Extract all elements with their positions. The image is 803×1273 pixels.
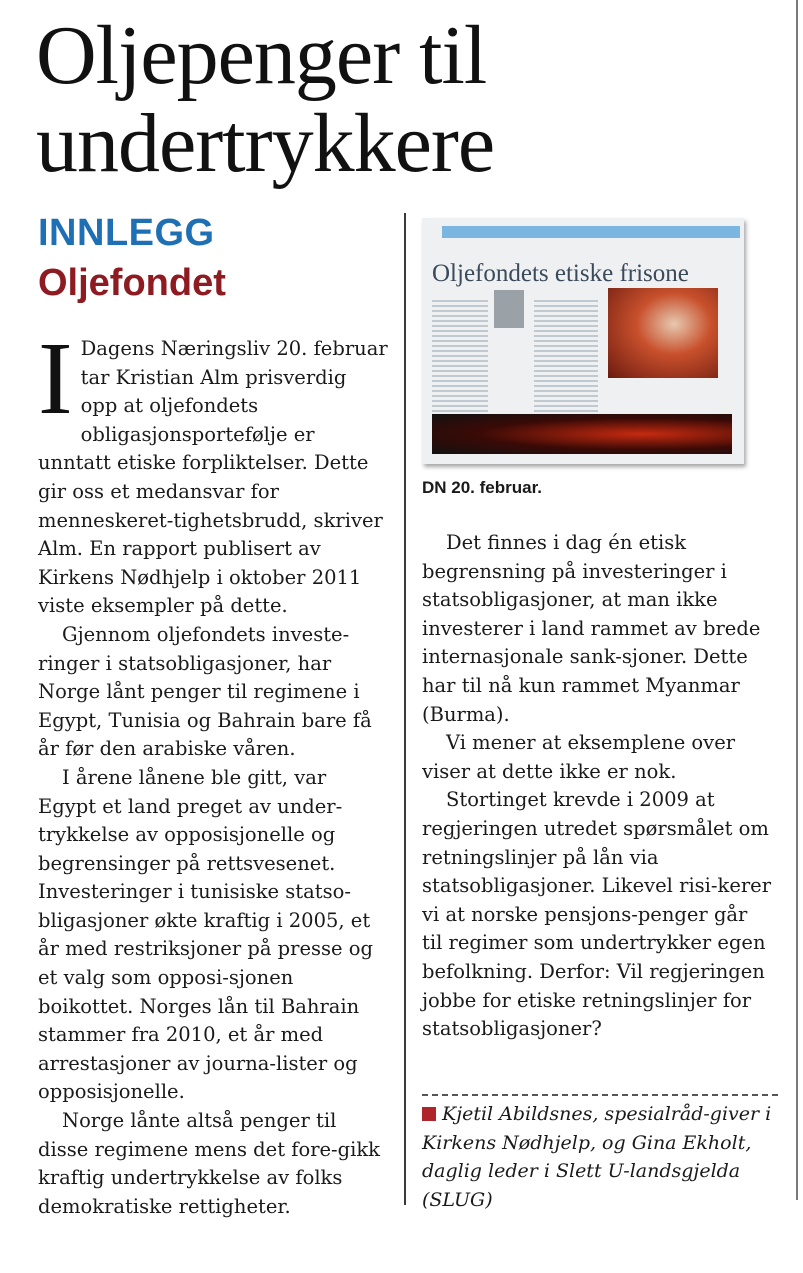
signature-square-icon: [422, 1107, 436, 1121]
page-edge-rule: [796, 0, 798, 1200]
body-paragraph: I Dagens Næringsliv 20. februar tar Kristian Alm prisverdig opp at oljefondets obligasjonsportefølje er unntatt etiske forpliktelser. Dette gir oss et medansvar for menneskeret-tighetsbrudd, skriver Alm. En rapport publisert av Kirkens Nødhjelp i oktober 2011 viste eksempler på dette.: [38, 321, 388, 618]
section-kicker: INNLEGG: [38, 212, 215, 254]
column-divider: [404, 213, 406, 1205]
signature-rule: [422, 1094, 778, 1096]
newspaper-clipping-image: [422, 218, 744, 464]
body-column-right: [422, 529, 772, 1044]
clipping-text-block: [534, 300, 598, 420]
clipping-title: Oljefondets etiske frisone: [432, 260, 689, 287]
clipping-text-block: [432, 300, 488, 420]
body-column-left: [38, 321, 388, 1221]
body-paragraph: Norge lånte altså penger til disse regimene mens det fore-gikk kraftig undertrykkelse av folks demokratiske rettigheter.: [38, 1109, 380, 1218]
clipping-portrait: [494, 290, 524, 328]
author-signature: Kjetil Abildsnes, spesialråd-giver i Kirkens Nødhjelp, og Gina Ekholt, daglig leder i Slett U-landsgjelda (SLUG): [422, 1103, 772, 1211]
body-paragraph: Det finnes i dag én etisk begrensning på investeringer i statsobligasjoner, at man ikke investerer i land rammet av brede internasjonale sank-sjoner. Dette har til nå kun rammet Myanmar (Burma).: [422, 531, 761, 726]
clipping-dark-photo: [432, 414, 732, 454]
body-paragraph: I årene lånene ble gitt, var Egypt et land preget av under-trykkelse av opposisjonelle og begrensinger på rettsvesenet. Investeringer i tunisiske statso-bligasjoner økte kraftig i 2005, et år med restriksjoner på presse og et valg som opposi-sjonen boikottet. Norges lån til Bahrain stammer fra 2010, et år med arrestasjoner av journa-lister og opposisjonelle.: [38, 765, 373, 1104]
topic-label: Oljefondet: [38, 262, 226, 304]
dropcap: I: [38, 321, 73, 436]
body-paragraph: Stortinget krevde i 2009 at regjeringen utredet spørsmålet om retningslinjer på lån via statsobligasjoner. Likevel risi-kerer vi at norske pensjons-penger går til regimer som undertrykker egen befolkning. Derfor: Vil regjeringen jobbe for etiske retningslinjer for statsobligasjoner?: [422, 788, 772, 1041]
clipping-header-bar: [442, 226, 740, 238]
body-paragraph: Vi mener at eksemplene over viser at dette ikke er nok.: [422, 731, 736, 783]
clipping-photo: [608, 288, 718, 378]
body-paragraph: Gjennom oljefondets investe-ringer i statsobligasjoner, har Norge lånt penger til regimene i Egypt, Tunisia og Bahrain bare få år før den arabiske våren.: [38, 622, 372, 761]
clipping-caption: DN 20. februar.: [422, 478, 542, 497]
headline: Oljepenger til undertrykkere: [36, 9, 495, 190]
